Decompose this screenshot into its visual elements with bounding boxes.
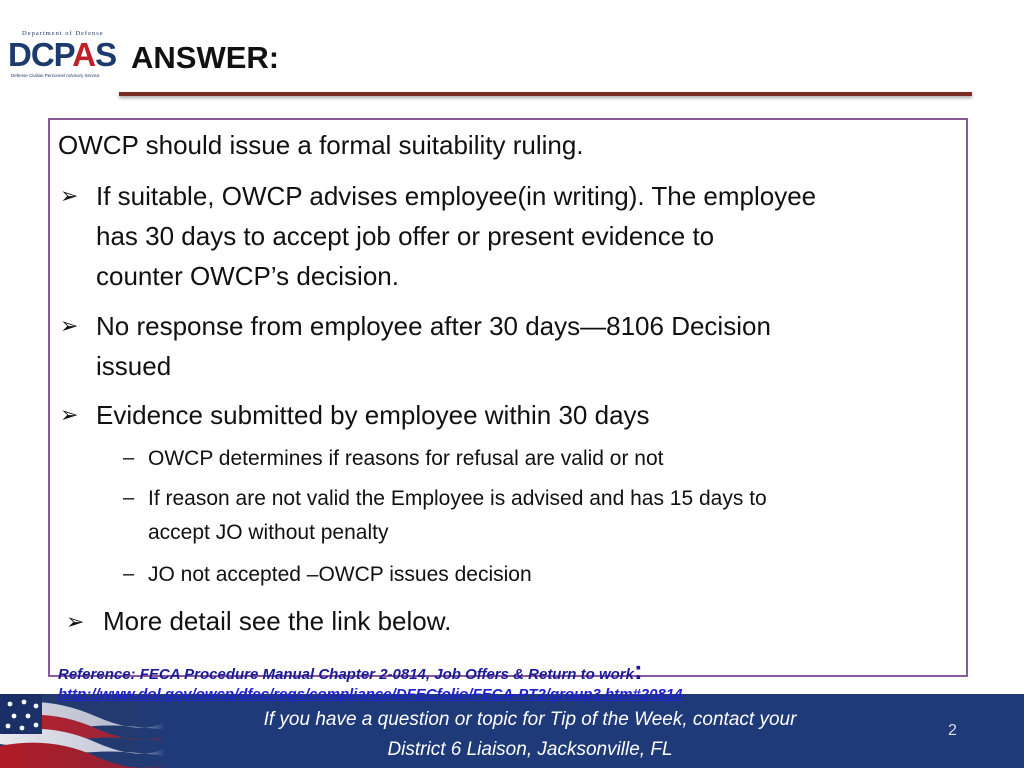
page-number: 2 xyxy=(948,722,957,739)
bullet1-line2: has 30 days to accept job offer or present evidence to xyxy=(96,221,715,251)
logo-department-text: Department of Defense xyxy=(22,30,104,37)
footer-text xyxy=(175,705,885,765)
sub3-text: JO not accepted –OWCP issues decision xyxy=(148,563,532,586)
dash-bullet-icon: – xyxy=(123,487,135,509)
flag-image xyxy=(0,694,165,768)
footer-line1: If you have a question or topic for Tip of the Week, contact your xyxy=(263,709,797,730)
dcpas-logo xyxy=(8,30,117,82)
sub2-line1: If reason are not valid the Employee is advised and has 15 days to xyxy=(148,487,767,510)
title-underline xyxy=(119,92,972,96)
sub1-text: OWCP determines if reasons for refusal are valid or not xyxy=(148,447,664,470)
arrow-bullet-icon: ➢ xyxy=(60,402,79,427)
reference-link[interactable]: http://www.dol.gov/owcp/dfec/regs/compliance/DFECfolio/FECA-PT2/group3.htm#20814 xyxy=(58,686,683,703)
arrow-bullet-icon: ➢ xyxy=(66,609,85,634)
intro-text: OWCP should issue a formal suitability ruling. xyxy=(58,130,584,160)
slide-title: ANSWER: xyxy=(131,40,280,75)
reference-text: Reference: FECA Procedure Manual Chapter 2-0814, Job Offers & Return to work: xyxy=(58,655,643,685)
arrow-bullet-icon: ➢ xyxy=(60,183,79,208)
logo-wordmark: DCPAS xyxy=(8,36,117,73)
bullet1-line3: counter OWCP’s decision. xyxy=(96,261,399,291)
bullet4-text: More detail see the link below. xyxy=(103,606,452,636)
dash-bullet-icon: – xyxy=(123,563,135,585)
arrow-bullet-icon: ➢ xyxy=(60,313,79,338)
footer-line2: District 6 Liaison, Jacksonville, FL xyxy=(387,739,673,760)
logo-tagline: Defense Civilian Personnel Advisory Service xyxy=(11,73,100,78)
sub2-line2: accept JO without penalty xyxy=(148,521,389,544)
dash-bullet-icon: – xyxy=(123,447,135,469)
bullet1-line1: If suitable, OWCP advises employee(in writing). The employee xyxy=(96,181,817,211)
bullet3-text: Evidence submitted by employee within 30 days xyxy=(96,400,650,430)
bullet2-line2: issued xyxy=(96,351,172,381)
bullet2-line1: No response from employee after 30 days—8106 Decision xyxy=(96,311,771,341)
